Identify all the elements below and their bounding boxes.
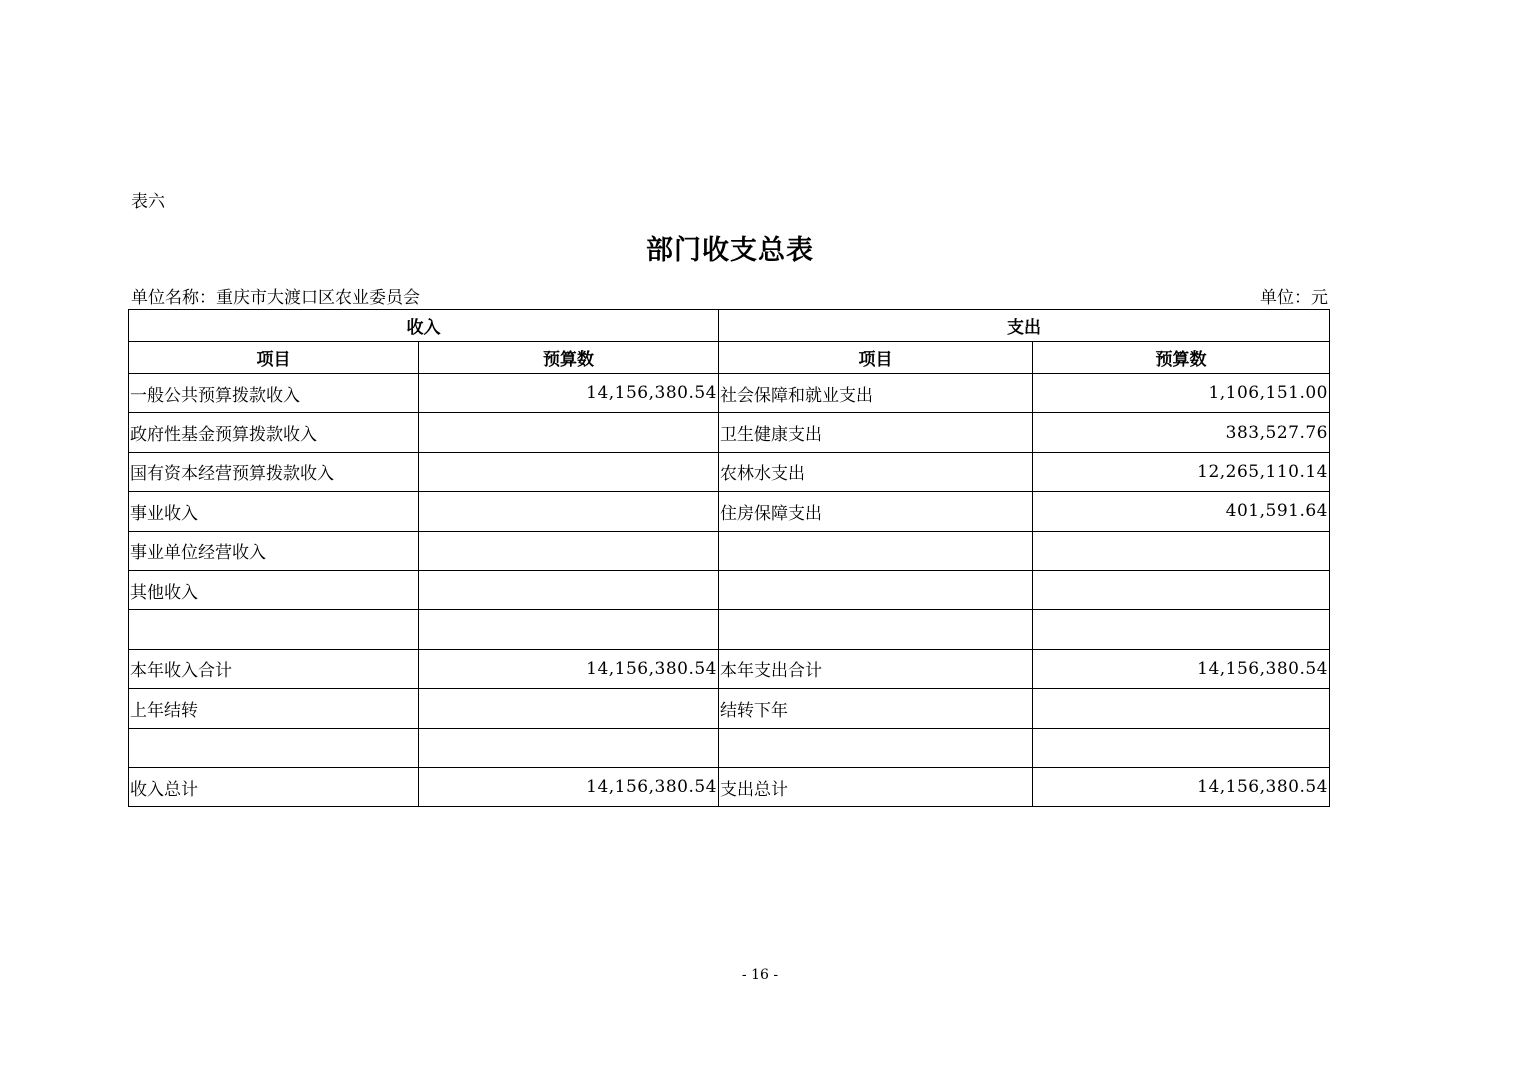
expense-item-cell [719,728,1033,767]
expense-amount-cell [1033,531,1330,570]
column-header-row [129,342,1330,374]
budget-table [128,309,1330,807]
income-amount-cell [419,531,719,570]
income-amount-cell: 14,156,380.54 [419,374,719,413]
group-header-row [129,310,1330,342]
income-amount-cell: 14,156,380.54 [419,767,719,806]
table-row [129,413,1330,452]
income-header: 收入 [129,310,719,342]
income-amount-cell [419,413,719,452]
income-budget-header: 预算数 [419,342,719,374]
expense-item-cell: 结转下年 [719,689,1033,728]
currency-unit: 单位：元 [1260,288,1328,308]
income-item-cell: 收入总计 [129,767,419,806]
expense-amount-cell [1033,728,1330,767]
table-number: 表六 [131,192,165,212]
income-item-cell [129,610,419,649]
income-item-cell: 其他收入 [129,570,419,609]
expense-item-header: 项目 [719,342,1033,374]
income-item-cell: 一般公共预算拨款收入 [129,374,419,413]
table-row [129,531,1330,570]
table-row [129,610,1330,649]
income-amount-cell [419,570,719,609]
income-item-header: 项目 [129,342,419,374]
expense-amount-cell: 14,156,380.54 [1033,649,1330,688]
page-title: 部门收支总表 [646,235,814,266]
expense-amount-cell: 14,156,380.54 [1033,767,1330,806]
table-row [129,689,1330,728]
income-amount-cell [419,728,719,767]
expense-item-cell [719,531,1033,570]
expense-item-cell [719,610,1033,649]
table-row [129,452,1330,491]
expense-amount-cell: 401,591.64 [1033,492,1330,531]
expense-item-cell: 本年支出合计 [719,649,1033,688]
income-item-cell [129,728,419,767]
expense-item-cell: 社会保障和就业支出 [719,374,1033,413]
table-row [129,374,1330,413]
expense-amount-cell [1033,610,1330,649]
expense-item-cell: 支出总计 [719,767,1033,806]
table-row [129,649,1330,688]
table-row [129,767,1330,806]
expense-amount-cell [1033,689,1330,728]
page-number: - 16 - [741,967,779,983]
expense-item-cell: 卫生健康支出 [719,413,1033,452]
expense-budget-header: 预算数 [1033,342,1330,374]
table-row [129,728,1330,767]
income-item-cell: 政府性基金预算拨款收入 [129,413,419,452]
income-amount-cell [419,452,719,491]
income-item-cell: 上年结转 [129,689,419,728]
income-amount-cell [419,689,719,728]
expense-item-cell: 农林水支出 [719,452,1033,491]
income-item-cell: 本年收入合计 [129,649,419,688]
table-row [129,570,1330,609]
income-amount-cell: 14,156,380.54 [419,649,719,688]
income-item-cell: 国有资本经营预算拨款收入 [129,452,419,491]
expense-amount-cell [1033,570,1330,609]
expense-amount-cell: 1,106,151.00 [1033,374,1330,413]
income-item-cell: 事业单位经营收入 [129,531,419,570]
income-amount-cell [419,610,719,649]
expense-item-cell: 住房保障支出 [719,492,1033,531]
expense-amount-cell: 383,527.76 [1033,413,1330,452]
table-row [129,492,1330,531]
expense-amount-cell: 12,265,110.14 [1033,452,1330,491]
expense-item-cell [719,570,1033,609]
expense-header: 支出 [719,310,1330,342]
income-item-cell: 事业收入 [129,492,419,531]
unit-name: 单位名称：重庆市大渡口区农业委员会 [131,288,420,308]
income-amount-cell [419,492,719,531]
